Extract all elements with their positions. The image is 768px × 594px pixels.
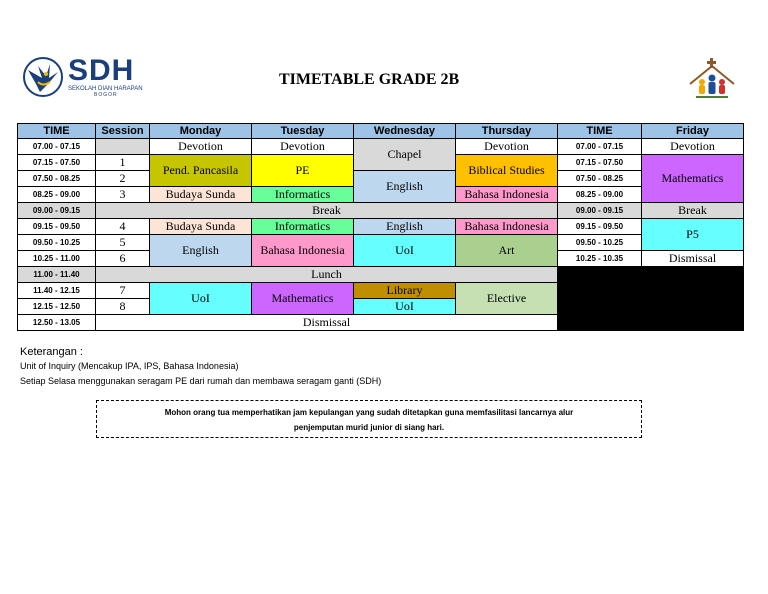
col-header-time-friday: TIME xyxy=(558,124,642,139)
friday-time-cell: 07.15 - 07.50 xyxy=(558,155,642,171)
col-header-thursday: Thursday xyxy=(456,124,558,139)
tuesday-mathematics: Mathematics xyxy=(252,283,354,315)
tuesday-bahasa-indonesia: Bahasa Indonesia xyxy=(252,235,354,267)
wednesday-uoi: UoI xyxy=(354,299,456,315)
wednesday-library: Library xyxy=(354,283,456,299)
page-title: TIMETABLE GRADE 2B xyxy=(279,71,460,88)
session-cell: 3 xyxy=(96,187,150,203)
time-cell: 12.15 - 12.50 xyxy=(18,299,96,315)
sdh-logo xyxy=(22,56,154,100)
monday-budaya-sunda: Budaya Sunda xyxy=(150,219,252,235)
time-cell: 11.40 - 12.15 xyxy=(18,283,96,299)
timetable xyxy=(17,123,744,331)
monday-budaya-sunda: Budaya Sunda xyxy=(150,187,252,203)
time-cell: 12.50 - 13.05 xyxy=(18,315,96,331)
time-cell: 07.00 - 07.15 xyxy=(18,139,96,155)
friday-time-cell: 09.00 - 09.15 xyxy=(558,203,642,219)
session-cell: 4 xyxy=(96,219,150,235)
wednesday-english: English xyxy=(354,219,456,235)
friday-blackout xyxy=(558,267,744,331)
time-cell: 09.15 - 09.50 xyxy=(18,219,96,235)
table-row xyxy=(18,203,744,219)
session-cell-empty xyxy=(96,139,150,155)
friday-time-cell: 08.25 - 09.00 xyxy=(558,187,642,203)
friday-p5: P5 xyxy=(642,219,744,251)
thursday-bahasa-indonesia: Bahasa Indonesia xyxy=(456,187,558,203)
table-row xyxy=(18,139,744,155)
session-cell: 7 xyxy=(96,283,150,299)
table-row xyxy=(18,219,744,235)
friday-time-cell: 07.00 - 07.15 xyxy=(558,139,642,155)
time-cell: 09.50 - 10.25 xyxy=(18,235,96,251)
church-logo xyxy=(686,58,738,104)
thursday-biblical-studies: Biblical Studies xyxy=(456,155,558,187)
wednesday-uoi: UoI xyxy=(354,235,456,267)
friday-time-cell: 09.50 - 10.25 xyxy=(558,235,642,251)
monday-devotion: Devotion xyxy=(150,139,252,155)
notes-line-uniform: Setiap Selasa menggunakan seragam PE dari rumah dan membawa seragam ganti (SDH) xyxy=(20,376,382,386)
session-cell: 8 xyxy=(96,299,150,315)
table-header-row xyxy=(18,124,744,139)
logo-city: BOGOR xyxy=(94,92,118,98)
thursday-bahasa-indonesia: Bahasa Indonesia xyxy=(456,219,558,235)
logo-text: SDH xyxy=(68,54,135,87)
friday-mathematics: Mathematics xyxy=(642,155,744,203)
tuesday-informatics: Informatics xyxy=(252,219,354,235)
table-row xyxy=(18,235,744,251)
monday-pend-pancasila: Pend. Pancasila xyxy=(150,155,252,187)
thursday-elective: Elective xyxy=(456,283,558,315)
dismissal-cell: Dismissal xyxy=(96,315,558,331)
notice-line-1: Mohon orang tua memperhatikan jam kepulangan yang sudah ditetapkan guna memfasilitasi lancarnya alur xyxy=(164,408,574,417)
thursday-devotion: Devotion xyxy=(456,139,558,155)
session-cell: 5 xyxy=(96,235,150,251)
eagle-logo-icon xyxy=(22,56,64,98)
logo-subtitle: SEKOLAH DIAN HARAPAN xyxy=(68,86,143,92)
time-cell: 11.00 - 11.40 xyxy=(18,267,96,283)
church-family-logo-icon xyxy=(686,58,738,104)
col-header-session: Session xyxy=(96,124,150,139)
notice-line-2: penjemputan murid junior di siang hari. xyxy=(293,423,445,432)
col-header-monday: Monday xyxy=(150,124,252,139)
monday-uoi: UoI xyxy=(150,283,252,315)
time-cell: 09.00 - 09.15 xyxy=(18,203,96,219)
session-cell: 2 xyxy=(96,171,150,187)
col-header-time: TIME xyxy=(18,124,96,139)
col-header-tuesday: Tuesday xyxy=(252,124,354,139)
wednesday-english: English xyxy=(354,171,456,203)
table-row xyxy=(18,267,744,283)
tuesday-informatics: Informatics xyxy=(252,187,354,203)
break-cell: Break xyxy=(96,203,558,219)
notes-line-uoi: Unit of Inquiry (Mencakup IPA, IPS, Bahasa Indonesia) xyxy=(20,361,239,371)
friday-time-cell: 09.15 - 09.50 xyxy=(558,219,642,235)
lunch-cell: Lunch xyxy=(96,267,558,283)
monday-english: English xyxy=(150,235,252,267)
notice-box xyxy=(96,400,642,438)
friday-time-cell: 10.25 - 10.35 xyxy=(558,251,642,267)
notes xyxy=(20,345,381,389)
tuesday-devotion: Devotion xyxy=(252,139,354,155)
notes-heading: Keterangan : xyxy=(20,346,83,358)
session-cell: 6 xyxy=(96,251,150,267)
time-cell: 10.25 - 11.00 xyxy=(18,251,96,267)
friday-time-cell: 07.50 - 08.25 xyxy=(558,171,642,187)
friday-dismissal: Dismissal xyxy=(642,251,744,267)
time-cell: 08.25 - 09.00 xyxy=(18,187,96,203)
time-cell: 07.15 - 07.50 xyxy=(18,155,96,171)
friday-devotion: Devotion xyxy=(642,139,744,155)
time-cell: 07.50 - 08.25 xyxy=(18,171,96,187)
col-header-wednesday: Wednesday xyxy=(354,124,456,139)
tuesday-pe: PE xyxy=(252,155,354,187)
thursday-art: Art xyxy=(456,235,558,267)
col-header-friday: Friday xyxy=(642,124,744,139)
wednesday-chapel: Chapel xyxy=(354,139,456,171)
table-row xyxy=(18,171,744,187)
friday-break: Break xyxy=(642,203,744,219)
session-cell: 1 xyxy=(96,155,150,171)
